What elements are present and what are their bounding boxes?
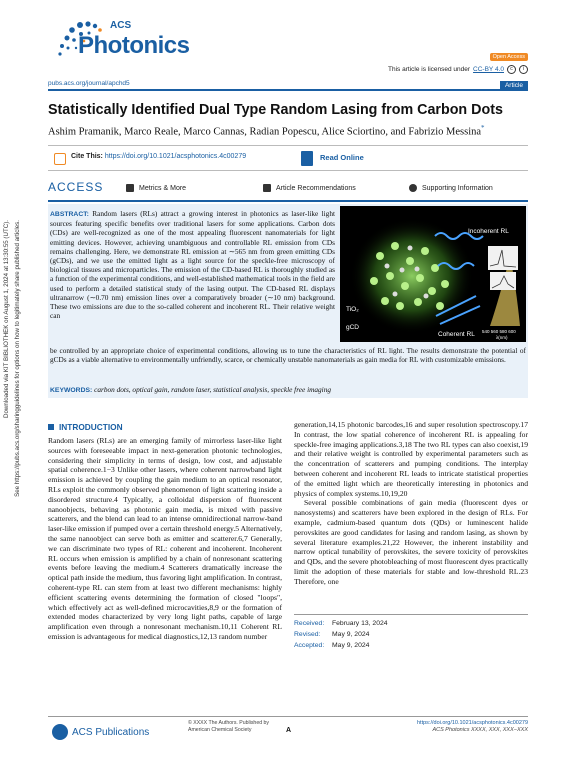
by-icon: i [519,65,528,74]
access-divider [48,200,528,202]
cite-icon [54,153,66,165]
revised-row [294,629,528,640]
toc-incoherent-label: Incoherent RL [468,228,509,235]
page-number: A [286,727,292,734]
author-list [48,124,528,138]
watermark-line-2: See https://pubs.acs.org/sharingguidelines for options on how to legitimately share published articles. [14,220,21,497]
keywords [50,385,331,394]
license-text: This article is licensed under [388,66,471,73]
accepted-row [294,640,528,651]
keywords-label: KEYWORDS: [50,387,93,394]
authors-text: Ashim Pramanik, Marco Reale, Marco Cannas, Radian Popescu, Alice Sciortino, and Fabrizio Messina [48,126,482,138]
toc-graphic [340,206,526,342]
revised-date: May 9, 2024 [332,631,370,638]
accepted-date: May 9, 2024 [332,642,370,649]
intro-left-column: Random lasers (RLs) are an emerging family of mirrorless laser-like light sources with foreseeable impact in next-generation photonic technologies, considering their simplicity in terms of design, low cost, and adjustable spatial coherence.1−3 Unlike other lasers, where coherent narrowband light emission is achieved by coupling the gain medium to an optical resonator, RLs exploit the commonly observed phenomenon of light scattering inside a disordered structure.4 Typically, a colloidal dispersion of fluorescent nanoobjects, behaving as photonic gain media, is mixed with passive scatterers, and the blend can lead to an intense omnidirectional narrow-band laser-like emission if pumped over a certain threshold energy.5 Alternatively, the same nanoobject can serve both as emitter and scatterer.6,7 Generally, we can discriminate two types of RL: coherent and incoherent. Incoherent RL occurs when emission is amplified by a chain of nonresonant scattering events before leaving the medium.4 Scatterers dramatically increase the optical path inside the medium, thus favoring light amplification. In contrast, coherent-type RL can stem from at least two different mechanisms: highly efficient scattering events determining the formation of closed "loops", which effectively act as well-defined microcavities,8,9 or the formation of extended modes characterized by very long light paths, capable of large amplification even through a nonresonant mechanism.10,11 Coherent RL emission is advantageous for medical diagnostics,12,13 random number [48,436,282,641]
license-link[interactable]: CC-BY 4.0 [473,66,504,73]
toc-gcd-label: gCD [346,324,360,331]
license-line [388,65,528,74]
download-watermark [2,220,32,600]
header-divider [48,89,528,91]
metrics-label: Metrics & More [139,184,187,192]
abstract-body-1: Random lasers (RLs) attract a growing interest in photonics as laser-like light sources featuring specific benefits over traditional lasers for some applications. Carbon dots (CDs) are well-recognized as one of the most appealing fluorescent nanomaterials for light emitting devices. However, achieving unambiguous and controllable RL emission from CDs remains challenging. Here, we demonstrate RL emission at ∼565 nm from green emitting CDs (gCDs), and we use the emitted light as a light source for the speckle-free microscopy of biological tissues and microparticles. The emission of the CD-based RL is thoroughly studied as a function of the experimental conditions, and well-established mathematical tools in the field are used to perform a detailed statistical study of the lasing output. The CD-based RL displays ultranarrow (∼0.70 nm) emission lines over a comparatively broader (∼10 nm) background. These two emissions are due to the so-called coherent and incoherent RL. Their relative weight can [50,209,335,321]
footer-divider [48,716,528,717]
article-dates [294,614,528,651]
open-access-badge: Open Access [490,53,528,61]
toc-axis-ticks: 540 560 580 600 [482,329,516,334]
abstract-text-1 [50,209,335,320]
intro-right-para-2: Several possible combinations of gain media (fluorescent dyes or nanosystems) and scatterers have been explored in the design of RLs. For example, cadmium-based quantum dots (QDs) or luminescent halide perovskites are good candidates for lasing and random lasing, as shown by several literature examples.21,22 However, the inherent instability and narrow optical tunability of perovskites, the severe toxicity of perovskites and QDs, and the severe photobleaching of most fluorescent dyes practically limit the adoption of these materials for stable and low-threshold RL.23 Therefore, one [294,498,528,586]
footer-journal-info: ACS Photonics XXXX, XXX, XXX−XXX [432,727,528,733]
keywords-list: carbon dots, optical gain, random laser, statistical analysis, speckle free imaging [94,385,331,394]
revised-label: Revised: [294,631,321,638]
cc-icon: c [507,65,516,74]
toc-axis-unit: λ(nm) [496,335,508,340]
acs-logo-icon [52,724,68,740]
section-heading-text: INTRODUCTION [59,422,123,432]
journal-url[interactable]: pubs.acs.org/journal/apchd5 [48,80,130,87]
corresponding-author-mark[interactable]: * [481,124,485,132]
cite-label: Cite This: [71,153,103,160]
recommendations-label: Article Recommendations [276,184,356,192]
brand-name: Photonics [78,32,190,59]
read-online-icon[interactable] [301,151,313,166]
supporting-info-link[interactable] [409,184,493,192]
recommendations-icon [263,184,271,192]
received-date: February 13, 2024 [332,620,388,627]
publisher-name: ACS Publications [72,726,150,738]
cite-bar [48,145,528,171]
article-type-tag: Article [500,81,528,90]
copyright-line-1: © XXXX The Authors. Published by [188,720,270,726]
journal-logo[interactable] [54,14,194,64]
received-row [294,618,528,629]
toc-coherent-label: Coherent RL [438,331,475,338]
access-bar [48,180,528,198]
abstract-label: ABSTRACT: [50,211,89,218]
metrics-icon [126,184,134,192]
supporting-info-label: Supporting Information [422,184,493,192]
copyright-notice [188,720,288,733]
toc-illustration [340,206,526,342]
cite-doi-link[interactable]: https://doi.org/10.1021/acsphotonics.4c00279 [104,153,247,160]
recommendations-link[interactable] [263,184,356,192]
brand-small: ACS [110,20,132,31]
intro-right-column [294,420,528,587]
section-square-icon [48,424,54,430]
watermark-line-1: Downloaded via KIT BIBLIOTHEK on August 1, 2024 at 13:30:55 (UTC). [3,220,10,418]
received-label: Received: [294,620,325,627]
abstract-body-2: be controlled by an appropriate choice of experimental conditions, allowing us to tune the characteristics of RL light. The results demonstrate the potential of gCDs as a viable alternative to environmentally unfriendly, scarce, or chemically unstable nanomaterials as gain media for RL with customizable emissions. [50,346,526,365]
footer-doi [417,720,528,734]
article-title: Statistically Identified Dual Type Random Lasing from Carbon Dots [48,102,503,118]
supporting-info-icon [409,184,417,192]
toc-tio2-label: TiO₂ [346,306,359,313]
footer-doi-link[interactable]: https://doi.org/10.1021/acsphotonics.4c00279 [417,720,528,726]
intro-right-para-1: generation,14,15 photonic barcodes,16 and super resolution spectroscopy.17 In contrast, the low spatial coherence of incoherent RL is appealing for speckle-free imaging applications.3,18 The two RL types can also coexist,19 and their relative weight is controlled by experimental parameters such as the concentration of scatterers and pumping conditions. The interplay between coherent and incoherent RL leads to intricate statistical properties of the emitted light which are theoretically interesting in photonics and physics of complex systems.10,19,20 [294,420,528,498]
metrics-link[interactable] [126,184,186,192]
section-heading-introduction [48,422,123,432]
read-online-link[interactable]: Read Online [320,153,364,162]
access-label: ACCESS [48,180,104,194]
accepted-label: Accepted: [294,642,325,649]
cite-info [71,153,246,160]
abstract-section [48,204,528,398]
acs-publications-logo[interactable] [52,724,149,740]
copyright-line-2: American Chemical Society [188,726,252,733]
